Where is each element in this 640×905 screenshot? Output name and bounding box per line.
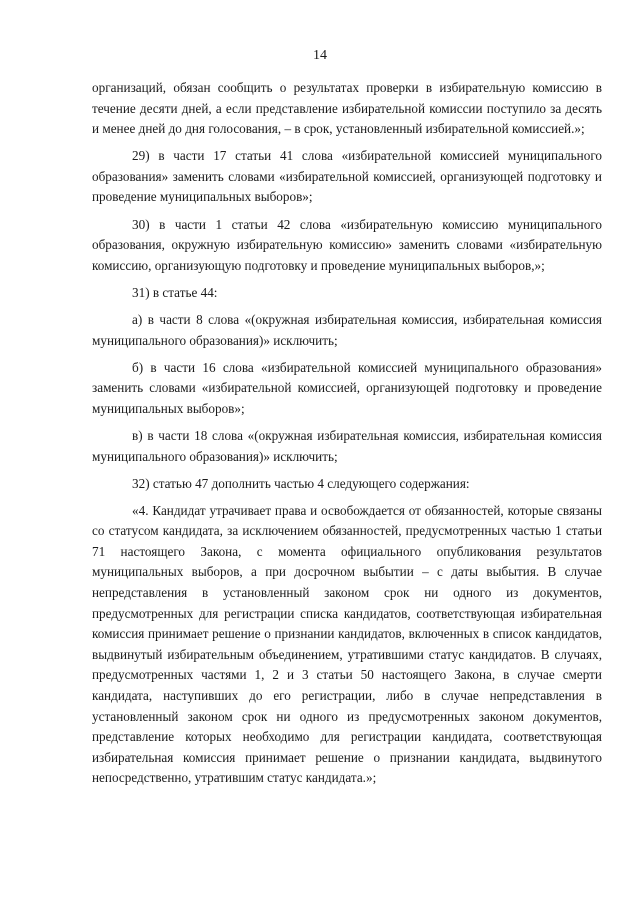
paragraph-item-32: 32) статью 47 дополнить частью 4 следующего содержания:	[132, 475, 470, 491]
paragraph-subitem-a: а) в части 8 слова «(окружная избирательная комиссия, избирательная комиссия муниципального образования)» исключить;	[92, 311, 602, 348]
paragraph-subitem-v: в) в части 18 слова «(окружная избирательная комиссия, избирательная комиссия муниципального образования)» исключить;	[92, 427, 602, 464]
paragraph-continuation: организаций, обязан сообщить о результатах проверки в избирательную комиссию в течение десяти дней, а если представление избирательной комиссии поступило за десять и менее дней до дня голосования, – в срок, установленный избирательной комиссией.»;	[92, 80, 602, 137]
paragraph-item-29: 29) в части 17 статьи 41 слова «избирательной комиссией муниципального образования» заменить словами «избирательной комиссией, организующей подготовку и проведение муниципальных выборов»;	[92, 148, 602, 205]
paragraph-subitem-b: б) в части 16 слова «избирательной комиссией муниципального образования» заменить словами «избирательной комиссией, организующей подготовку и проведение муниципальных выборов»;	[92, 359, 602, 416]
paragraph-item-31: 31) в статье 44:	[132, 284, 218, 300]
document-body	[92, 78, 602, 796]
paragraph-item-30: 30) в части 1 статьи 42 слова «избирательную комиссию муниципального образования, окружную избирательную комиссию» заменить словами «избирательную комиссию, организующую подготовку и проведение муниципальных выборов,»;	[92, 216, 602, 273]
page-number: 14	[313, 48, 327, 63]
paragraph-quoted-part-4: «4. Кандидат утрачивает права и освобождается от обязанностей, которые связаны со статусом кандидата, за исключением обязанностей, предусмотренных частью 1 статьи 71 настоящего Закона, с момента официального опубликования результатов муниципальных выборов, а при досрочном выбытии – с даты выбытия. В случае непредставления в установленный законом срок ни одного из документов, предусмотренных для регистрации списка кандидатов, соответствующая избирательная комиссия принимает решение о признании кандидатов, включенных в список кандидатов, выдвинутый избирательным объединением, утратившими статус кандидатов. В случаях, предусмотренных частями 1, 2 и 3 статьи 50 настоящего Закона, в случае смерти кандидата, наступивших до его регистрации, либо в случае непредставления в установленный законом срок ни одного из предусмотренных законом документов, представление которых необходимо для регистрации кандидата, соответствующая избирательная комиссия принимает решение о признании кандидата, выдвинутого непосредственно, утратившим статус кандидата.»;	[92, 502, 602, 786]
